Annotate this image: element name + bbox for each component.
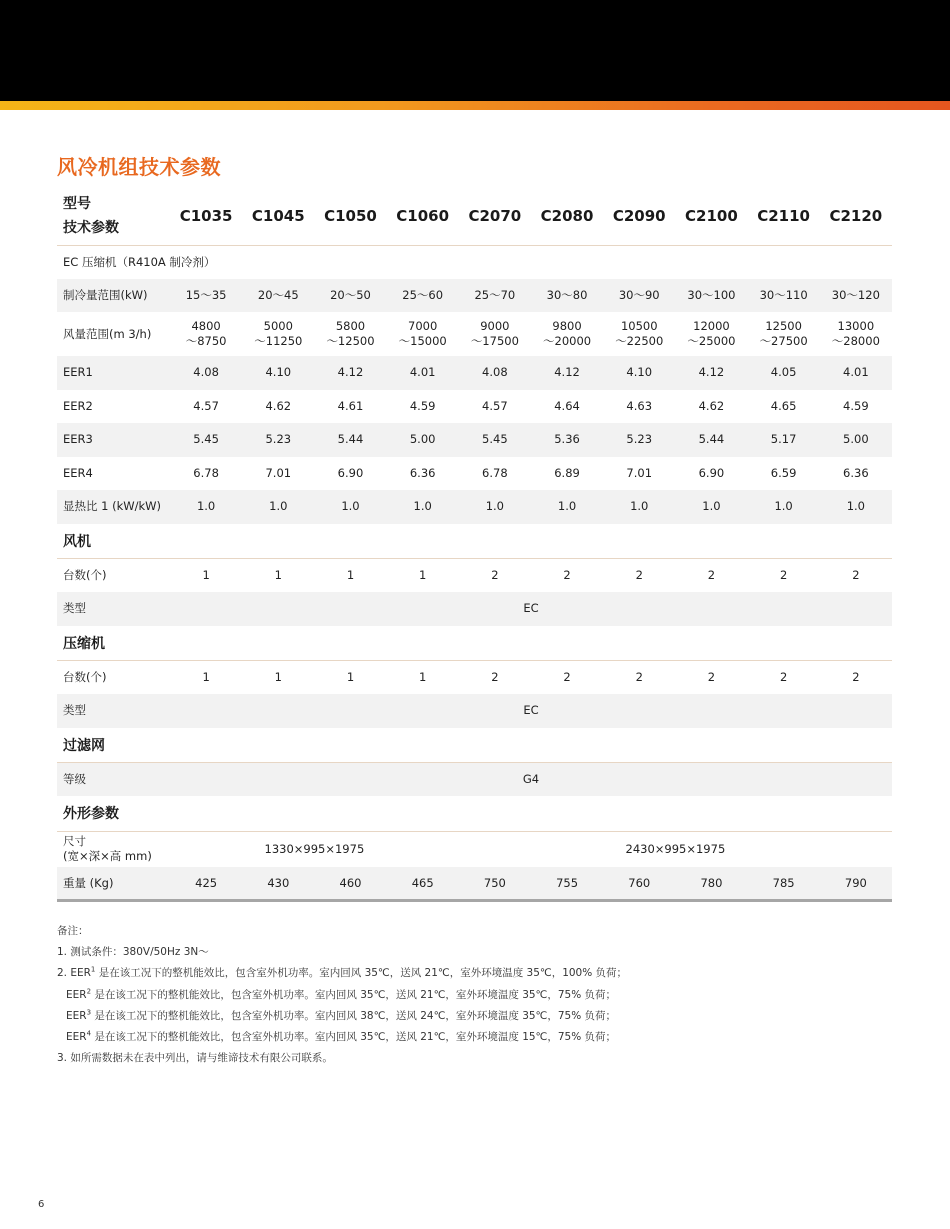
- cell-value: 460: [339, 875, 362, 890]
- model-header: C2070: [468, 207, 522, 226]
- cell-value: 7.01: [626, 465, 653, 480]
- cell-value: 4.10: [265, 365, 292, 380]
- cell-value: 1.0: [557, 499, 577, 514]
- cell-value: 4.63: [626, 398, 653, 413]
- page-title: 风冷机组技术参数: [57, 155, 221, 179]
- cell-value: 1.0: [413, 499, 432, 514]
- cell-value: 6.59: [770, 465, 797, 480]
- cell-value: 1: [419, 670, 427, 684]
- cell-value: 6.36: [409, 465, 436, 480]
- cell-value: 5.36: [554, 432, 580, 447]
- cell-value: 1: [346, 670, 355, 684]
- cell-value: 465: [411, 875, 434, 890]
- row-label: 类型: [63, 703, 86, 718]
- cell-value: 4.10: [626, 365, 653, 380]
- cell-value: 1.0: [702, 499, 721, 514]
- cell-value: 30～110: [759, 287, 808, 302]
- cell-value: 4800 ～8750: [185, 319, 227, 348]
- eer2-row: [57, 390, 892, 424]
- cell-value: 15～35: [185, 287, 227, 302]
- row-label: 等级: [63, 772, 86, 786]
- cell-value: 425: [195, 875, 218, 890]
- row-label: 尺寸 (宽×深×高 mm): [63, 834, 152, 864]
- cell-value: 4.64: [554, 398, 580, 413]
- cell-value: 2: [635, 568, 643, 582]
- cell-value: 2: [635, 670, 643, 684]
- section-title: 风机: [63, 533, 91, 550]
- header-model-label: 型号: [63, 196, 91, 213]
- top-black-band: [0, 0, 950, 101]
- cell-value: 5.44: [337, 432, 364, 447]
- eer1-row: [57, 356, 892, 390]
- cell-value: EC: [523, 601, 539, 616]
- row-label: 台数(个): [63, 670, 107, 684]
- cell-value: 4.57: [193, 398, 219, 413]
- model-header: C1035: [179, 207, 233, 226]
- cell-value: 7.01: [265, 465, 292, 480]
- compressor-section-row: [57, 626, 892, 661]
- row-label: 风量范围(m 3/h): [63, 326, 152, 341]
- cooling-capacity-row: [57, 279, 892, 313]
- row-label: 类型: [63, 601, 86, 616]
- weight-row: [57, 867, 892, 901]
- cell-value: 30～80: [546, 287, 588, 302]
- airflow-row: [57, 312, 892, 356]
- size-row: [57, 831, 892, 867]
- cell-value: 9800 ～20000: [543, 319, 592, 348]
- row-label: 重量 (Kg): [63, 875, 114, 890]
- note-2b: EER$^2$ 是在该工况下的整机能效比，包含室外机功率。室内回风 35℃，送风 21℃，室外环境温度 35℃，75% 负荷；: [66, 987, 617, 1001]
- cell-value: 30～90: [618, 287, 660, 302]
- cell-value: 4.62: [265, 398, 292, 413]
- compressor-type-title: EC 压缩机（R410A 制冷剂）: [63, 254, 216, 269]
- section-title: 外形参数: [63, 806, 119, 823]
- cell-value: 2: [707, 670, 716, 684]
- row-label: 台数(个): [63, 568, 107, 582]
- cell-value: 6.89: [554, 465, 580, 480]
- cell-value: 2430×995×1975: [625, 841, 726, 856]
- cell-value: 20～50: [330, 287, 371, 302]
- cell-value: 1.0: [269, 499, 288, 514]
- notes-heading: 备注：: [57, 925, 89, 937]
- cell-value: 5.44: [698, 432, 725, 447]
- cell-value: 2: [779, 670, 788, 684]
- cell-value: 2: [852, 568, 860, 582]
- cell-value: G4: [522, 772, 540, 786]
- cell-value: 7000 ～15000: [398, 319, 447, 348]
- row-label: EER1: [63, 365, 93, 380]
- gradient-accent-bar: [0, 101, 950, 110]
- filter-section-row: [57, 728, 892, 763]
- cell-value: 4.12: [554, 365, 580, 380]
- cell-value: EC: [523, 703, 539, 718]
- cell-value: 430: [267, 875, 290, 890]
- cell-value: 9000 ～17500: [470, 319, 519, 348]
- note-2: 2. EER$^1$ 是在该工况下的整机能效比，包含室外机功率。室内回风 35℃，送风 21℃，室外环境温度 35℃，100% 负荷；: [57, 965, 628, 980]
- row-label: EER4: [63, 465, 93, 480]
- cell-value: 1.0: [341, 499, 360, 514]
- cell-value: 4.12: [698, 365, 725, 380]
- cell-value: 4.08: [482, 365, 508, 380]
- cell-value: 5.45: [193, 432, 219, 447]
- header-row: [57, 188, 892, 245]
- cell-value: 2: [852, 670, 860, 684]
- cell-value: 2: [779, 568, 788, 582]
- cell-value: 25～60: [402, 287, 444, 302]
- model-header: C2120: [829, 207, 883, 226]
- cell-value: 30～100: [687, 287, 736, 302]
- cell-value: 4.12: [337, 365, 364, 380]
- model-header: C1060: [396, 207, 450, 226]
- eer3-row: [57, 423, 892, 457]
- cell-value: 780: [700, 875, 723, 890]
- cell-value: 4.08: [193, 365, 219, 380]
- cell-value: 12000 ～25000: [687, 319, 736, 348]
- compressor-qty-row: [57, 661, 892, 695]
- cell-value: 6.78: [193, 465, 219, 480]
- spec-table: [57, 188, 892, 902]
- header-params-label: 技术参数: [63, 220, 119, 237]
- note-1: 1. 测试条件：380V/50Hz 3N～: [57, 946, 209, 959]
- cell-value: 755: [556, 875, 579, 890]
- cell-value: 5.23: [626, 432, 653, 447]
- cell-value: 5.23: [265, 432, 292, 447]
- cell-value: 2: [563, 670, 571, 684]
- cell-value: 760: [628, 875, 651, 890]
- fan-qty-row: [57, 559, 892, 593]
- section-title: 压缩机: [63, 635, 105, 652]
- cell-value: 4.05: [770, 365, 797, 380]
- model-header: C1050: [324, 207, 377, 226]
- cell-value: 1: [419, 568, 427, 582]
- cell-value: 1.0: [630, 499, 649, 514]
- cell-value: 4.01: [843, 365, 869, 380]
- cell-value: 5000 ～11250: [254, 319, 303, 348]
- cell-value: 790: [844, 875, 867, 890]
- page-number: 6: [38, 1199, 45, 1210]
- row-label: EER2: [63, 398, 93, 413]
- section-title: 过滤网: [63, 737, 105, 754]
- cell-value: 1.0: [196, 499, 216, 514]
- cell-value: 4.59: [843, 398, 869, 413]
- cell-value: 4.57: [482, 398, 508, 413]
- cell-value: 2: [491, 568, 499, 582]
- cell-value: 1.0: [774, 499, 793, 514]
- cell-value: 4.01: [409, 365, 436, 380]
- cell-value: 785: [772, 875, 795, 890]
- filter-grade-row: [57, 763, 892, 797]
- cell-value: 10500 ～22500: [615, 319, 664, 348]
- cell-value: 1: [274, 568, 282, 582]
- cell-value: 1.0: [485, 499, 504, 514]
- row-label: 制冷量范围(kW): [63, 287, 148, 302]
- notes-block: [57, 921, 627, 1069]
- dimensions-section-row: [57, 796, 892, 831]
- cell-value: 1: [202, 670, 210, 684]
- header-label-cell: [57, 188, 170, 245]
- cell-value: 6.90: [698, 465, 725, 480]
- cell-value: 1: [274, 670, 282, 684]
- cell-value: 4.59: [409, 398, 436, 413]
- cell-value: 12500 ～27500: [759, 319, 808, 348]
- cell-value: 4.61: [337, 398, 364, 413]
- cell-value: 2: [707, 568, 716, 582]
- cell-value: 5.00: [409, 432, 436, 447]
- cell-value: 1330×995×1975: [264, 841, 365, 856]
- cell-value: 6.36: [843, 465, 869, 480]
- cell-value: 6.90: [337, 465, 364, 480]
- note-2d: EER$^4$ 是在该工况下的整机能效比，包含室外机功率。室内回风 35℃，送风 21℃，室外环境温度 15℃，75% 负荷；: [66, 1029, 617, 1044]
- cell-value: 30～120: [831, 287, 880, 302]
- model-header: C2090: [612, 207, 666, 226]
- model-header: C2100: [685, 207, 738, 226]
- note-3: 3. 如所需数据未在表中列出，请与维谛技术有限公司联系。: [57, 1052, 333, 1065]
- cell-value: 13000 ～28000: [831, 319, 880, 348]
- cell-value: 2: [491, 670, 499, 684]
- fan-type-row: [57, 592, 892, 626]
- fan-section-row: [57, 524, 892, 559]
- cell-value: 4.62: [698, 398, 725, 413]
- model-header: C2080: [540, 207, 594, 226]
- model-header: C1045: [251, 207, 305, 226]
- cell-value: 1: [202, 568, 210, 582]
- cell-value: 1: [346, 568, 355, 582]
- row-label: 显热比 1 (kW/kW): [63, 499, 162, 514]
- compressor-type-detail-row: [57, 694, 892, 728]
- cell-value: 5.17: [770, 432, 797, 447]
- model-header: C2110: [757, 207, 810, 226]
- cell-value: 25～70: [474, 287, 516, 302]
- shr-row: [57, 490, 892, 524]
- cell-value: 5800 ～12500: [326, 319, 375, 348]
- note-2c: EER$^3$ 是在该工况下的整机能效比，包含室外机功率。室内回风 38℃，送风 24℃，室外环境温度 35℃，75% 负荷；: [66, 1008, 617, 1022]
- cell-value: 750: [483, 875, 506, 890]
- cell-value: 5.45: [482, 432, 508, 447]
- cell-value: 4.65: [770, 398, 797, 413]
- cell-value: 5.00: [843, 432, 869, 447]
- cell-value: 6.78: [482, 465, 508, 480]
- row-label: EER3: [63, 432, 93, 447]
- cell-value: 2: [563, 568, 571, 582]
- cell-value: 1.0: [846, 499, 865, 514]
- compressor-type-row: [57, 245, 892, 279]
- cell-value: 20～45: [257, 287, 299, 302]
- eer4-row: [57, 457, 892, 491]
